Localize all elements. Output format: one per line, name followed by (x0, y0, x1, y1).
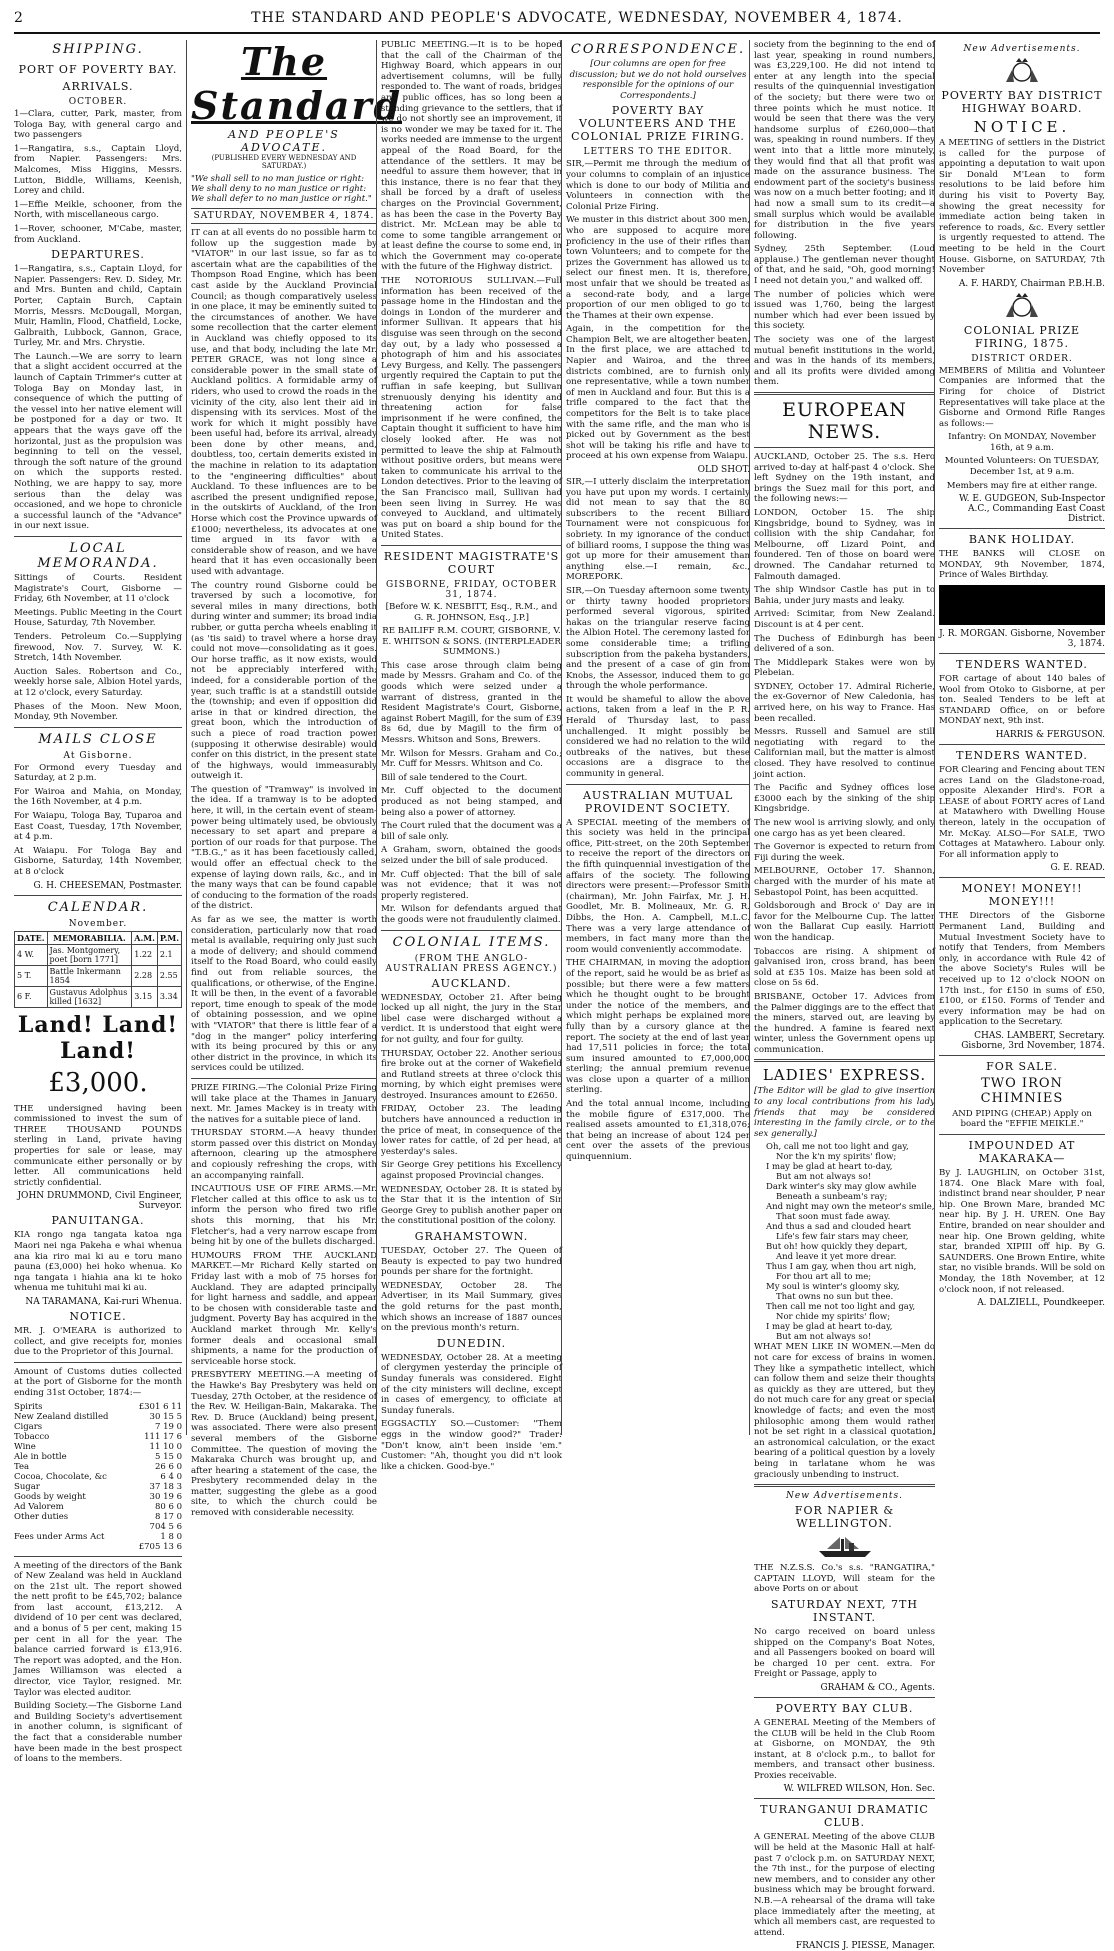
editorial-paragraph: The question of "Tramway" is involved in the idea. If a tramway is to be adopted here, it will, in the certain event of steam-power being ultimately used, be obviously necessary to set apart and prepare a portion of our roads for that purpose. The "T.B.G.," as it has been facetiously called, would offer an effectual check to the expense of laying down rails, &c., and in the many ways that can be found capable of conducing to the formation of the roads of the district. (191, 784, 377, 912)
impound-signature: A. DALZIELL, Poundkeeper. (977, 1298, 1105, 1309)
news-item: The Governor is expected to return from Fiji during the week. (754, 842, 935, 863)
grahamstown-heading: GRAHAMSTOWN. (414, 1230, 529, 1243)
court-paragraph: This case arose through claim being made by Messrs. Graham and Co. of the goods which were seized under a warrant of distress, granted in the Resident Magistrate's Court, Gisborne, against Robert Magill, for the sum of £39 8s 6d, due by Magill to the firm of Messrs. Whitson and Sons, Brewers. (381, 660, 562, 746)
bank-signature: J. R. MORGAN. Gisborne, November 3, 1874. (939, 629, 1105, 650)
port-heading: PORT OF POVERTY BAY. (18, 63, 178, 76)
poem-line: Life's few fair stars may cheer, (776, 1232, 909, 1243)
news-item: AUCKLAND, October 25. The s.s. Hero arrived to-day at half-past 4 o'clock. She left Sydney on the 19th instant, and brings the Suez mail for this port, and the following news:— (754, 452, 935, 505)
amp-paragraph: The society was one of the largest mutual benefit institutions in the world, and was in the hands of its members, and all its profits were divided among them. (754, 335, 935, 388)
departures-heading: DEPARTURES. (51, 248, 145, 262)
table-row: 5 T. Battle Inkermann 1854 2.28 2.55 (15, 965, 182, 986)
tenders-signature: G. E. READ. (1050, 863, 1105, 874)
page-header (14, 4, 1100, 34)
poem-line: That soon must fade away. (776, 1212, 891, 1223)
column-3 (376, 40, 562, 1472)
poem-line: That owns no sun but thee. (776, 1292, 894, 1303)
news-paragraph: INCAUTIOUS USE OF FIRE ARMS.—Mr. Fletcher called at this office to ask us to inform the person who fired two rifle shots this morning, that his Mr. Fletcher's, had a very narrow escape from being hit by one of the bullets discharged. (191, 1184, 377, 1248)
new-advertisements-heading: New Advertisements. (963, 44, 1081, 54)
arrivals-heading: ARRIVALS. (62, 80, 134, 93)
letter-paragraph: We muster in this district about 300 men, who are supposed to acquire more proficiency in the use of their rifles than town Volunteers; and to compete for the prizes the Government has allowed us to select our finest men. It is, therefore, most unfair that we should be treated as a second-rate body, and a large proportion of our men obliged to go to the Thames at their own expense. (566, 215, 750, 321)
prize-signature: W. E. GUDGEON, Sub-Inspector A.C., Commanding East Coast District. (958, 494, 1105, 525)
customs-row: Ad Valorem 80 6 0 (14, 1501, 182, 1512)
news-item: Tobaccos are rising. A shipment of galvanised iron, cross brand, has been sold at £35 10s. Maize has been sold at close on 5s 6d. (754, 946, 935, 989)
court-date: GISBORNE, FRIDAY, OCTOBER 31, 1874. (385, 579, 558, 600)
letter-paragraph: It would be shameful to allow the above actions, taken from a leaf in the P. R. Herald of Thursday last, to pass unchallenged. It might possibly be considered we had no relation to the wild outbreaks of the natives, but these occasions are a disgrace to the community in general. (566, 694, 750, 780)
mails-signature: G. H. CHEESEMAN, Postmaster. (33, 880, 182, 891)
colonial-paragraph: THURSDAY, October 22. Another serious fire broke out at the corner of Wakefield and Rutland streets at three o'clock this morning, by which eight premises were destroyed. Insurances amount to £2650. (381, 1048, 562, 1101)
cal-header: P.M. (157, 931, 181, 944)
masthead-subtitle: AND PEOPLE'S ADVOCATE. (228, 128, 340, 154)
news-item: BRISBANE, October 17. Advices from the Palmer diggings are to the effect that the miners, starved out, are leaving by the hundred. A famine is feared next winter, unless the Government opens up communication. (754, 991, 935, 1055)
court-paragraph: Mr. Cuff objected to the document produced as not being stamped, and being also a power of attorney. (381, 786, 562, 818)
money-signature: CHAS. LAMBERT, Secretary. Gisborne, 3rd November, 1874. (961, 1030, 1105, 1051)
news-item: SYDNEY, October 17. Admiral Richerie, the ex-Governor of New Caledonia, has arrived here, on his way to France. Has been recalled. (754, 681, 935, 724)
customs-row: Wine 11 10 0 (14, 1441, 182, 1452)
news-paragraph: PRESBYTERY MEETING.—A meeting of the Hawke's Bay Presbytery was held on Tuesday, 27th October, at the residence of the Rev. W. Heiligan-Bain, Makaraka. The Rev. D. Bruce (Auckland) being present, was associated. There were also present several members of the Gisborne Committee. The question of moving the Makaraka Church was brought up, and after hearing a statement of the case, the Presbytery recommended delay in the matter, suggesting the glebe as a good site, to which the church could be removed with considerable necessity. (191, 1370, 377, 1519)
table-row: 6 F. Gustavus Adolphus killed [1632] 3.15 3.34 (15, 986, 182, 1007)
arrival-item: 1—Rover, schooner, M'Cabe, master, from Auckland. (14, 223, 182, 245)
poem-line: For thou art all to me; (776, 1272, 872, 1283)
royal-crest-icon (1002, 56, 1042, 86)
dateline: SATURDAY, NOVEMBER 4, 1874. (191, 208, 377, 224)
court-before: [Before W. K. NESBITT, Esq., R.M., and G. R. JOHNSON, Esq., J.P.] (385, 601, 558, 623)
local-memoranda-heading: LOCAL MEMORANDA. (37, 540, 159, 571)
new-advertisements-heading: New Advertisements. (786, 1491, 903, 1502)
tenders-signature: HARRIS & FERGUSON. (995, 730, 1105, 740)
news-item: The ship Windsor Castle has put in to Bahia, under jury masts and leaky. (754, 585, 935, 606)
colonial-paragraph: WEDNESDAY, October 28. The Advertiser, in its Mail Summary, gives the gold returns for the past month, which shows an increase of 1887 ounces on the previous month's return. (381, 1280, 562, 1334)
sale-text: AND PIPING (CHEAP.) Apply on board the "EFFIE MEIKLE." (952, 1108, 1092, 1130)
poem-line: Nor the k'n my spirits' flow; (776, 1152, 897, 1163)
napier-note: No cargo received on board unless shipped on the Company's Boat Notes, and all Passengers booked on board will be charged 10 per cent. extra. For Freight or Passage, apply to (754, 1626, 935, 1680)
newspaper-title: THE STANDARD AND PEOPLE'S ADVOCATE, WEDNESDAY, NOVEMBER 4, 1874. (251, 10, 903, 26)
tenders-heading: TENDERS WANTED. (956, 749, 1088, 762)
customs-row: Cigars 7 19 0 (14, 1421, 182, 1432)
bank-holiday-heading: BANK HOLIDAY. (968, 533, 1076, 547)
amp-paragraph: society from the beginning to the end of last year, speaking in round numbers, was £3,229,100. He did not intend to enter at any length into the special results of the quinquennial investigation of the society; but there were two or three points which he must notice. It would be seen that there was the very handsome surplus of £260,000—that was, speaking in round numbers. If they went into that a little more minutely, they would find that all that profit was made on the assurance business. The endowment part of the society's business was now on a much better footing; and it had now a small sum to its credit—a small surplus which would be available for distribution in the five years following. (754, 40, 935, 241)
letter-signature: OLD SHOT. (697, 465, 750, 475)
poem-line: And leave it yet more drear. (776, 1252, 897, 1263)
cal-header: MEMORABILIA. (47, 931, 132, 944)
column-6 (934, 40, 1105, 1435)
prize-infantry: Infantry: On MONDAY, November 16th, at 9 a.m. (948, 432, 1096, 453)
letter-paragraph: SIR,—On Tuesday afternoon some twenty or thirty tawny hooded proprietors performed several vigorous, spirited hakas on the triangular reserve facing the Albion Hotel. The ceremony lasted for some considerable time; a trifling subscription from the pakeha bystanders, and the present of a case of gin from Knobs, the Assessor, induced them to go through the whole performance. (566, 585, 750, 692)
mails-heading: MAILS CLOSE (38, 731, 158, 747)
mail-item: For Ormond every Tuesday and Saturday, at 2 p.m. (14, 762, 182, 784)
arrival-item: 1—Clara, cutter, Park, master, from Tologa Bay, with general cargo and two passengers (14, 109, 182, 141)
prize-firing-sub: DISTRICT ORDER. (971, 353, 1073, 364)
drama-signature: FRANCIS J. PIESSE, Manager. (795, 1941, 935, 1951)
news-paragraph: PUBLIC MEETING.—It is to be hoped that the call of the Chairman of the Highway Board, which appears in our advertisement columns, will be fully responded to. The want of roads, bridges and public offices, has so long been a standing grievance to the settlers, that if we do not shortly see an improvement, it is no wonder we may be taxed for it. The works needed are immense to the urgent appeal of the Road Board, for the attendance of the settlers. It may be needful to assure them however, that in this instance, there is no fear that they shall be forced by a draft of useless charges on the Provincial Government, as has been the case in the Poverty Bay district. Mr. McLean may be able to come to some tangible arrangement or at least define the course to some end, in which the Government may co-operate with the future of the Highway district. (381, 40, 562, 273)
notice-heading: NOTICE. (973, 118, 1071, 136)
news-item: The Pacific and Sydney offices lose £3000 each by the sinking of the ship Kingsbridge. (754, 783, 935, 815)
court-case: RE BAILIFF R.M. COURT, GISBORNE, V. E. WHITSON & SONS. (INTERPLEADER SUMMONS.) (382, 626, 561, 658)
women-paragraph: WHAT MEN LIKE IN WOMEN.—Men do not care for excess of brains in women. They like a sympathetic intellect, which can follow them and seize their thoughts as quickly as they are uttered, but they do not much care for any great or special knowledge of facts; and even the most philosophic among them would rather not be set right in a classical quotation, an astronomical calculation, or the exact bearing of a political question by a lovely being in tarlatane whom he was graciously unbending to instruct. (754, 1342, 935, 1480)
mail-item: For Wairoa and Mahia, on Monday, the 16th November, at 4 p.m. (14, 786, 182, 808)
local-item: Auction Sales. Robertson and Co., weekly horse sale, Albion Hotel yards, at 12 o'clock, every Saturday. (14, 666, 182, 698)
royal-crest-icon (1002, 291, 1042, 321)
correspondence-heading: CORRESPONDENCE. (570, 42, 746, 57)
prize-text: MEMBERS of Militia and Volunteer Companies are informed that the Firing for choice of District Representatives will take place at the Gisborne and Ormond Rifle Ranges as follows:— (939, 365, 1105, 429)
amp-paragraph: Sydney, 25th September. (Loud applause.) The gentleman never thought of that, and he said, "Oh, good morning! I need not detain you," and walked off. (754, 244, 935, 287)
table-row: 4 W. Jas. Montgomery, poet [born 1771] 1.22 2.1 (15, 944, 182, 965)
amp-paragraph: The number of policies which were issued was 1,760, being the largest number which had ever been issued by this society. (754, 289, 935, 332)
impound-text: By J. LAUGHLIN, on October 31st, 1874. One Black Mare with foal, indistinct brand near shoulder, P near hip. One Brown Mare, branded MC near hip. By J. H. UREN. One Bay Entire, branded on near shoulder and near hip. One Brown gelding, white star, branded XIPIII off hip. By G. SAUNDERS. One Brown Entire, white star, no visible brands. Will be sold on Monday, the 18th November, at 12 o'clock noon, if not released. (939, 1168, 1105, 1295)
letter-paragraph: SIR,—I utterly disclaim the interpretation you have put upon my words. I certainly did not mean to say that the 80 subscribers to the recent Billiard Tournament were not conspicuous for sobriety. In my ignorance of the conduct of billiard rooms, I suppose the thing was got up more for their amusement than anything else.—I remain, &c., MOREPORK. (566, 477, 750, 583)
column-2 (186, 39, 403, 1519)
court-paragraph: Mr. Wilson for Messrs. Graham and Co.; Mr. Cuff for Messrs. Whitson and Co. (381, 748, 562, 770)
editorial-paragraph: IT can at all events do no possible harm to follow up the suggestion made by "VIATOR" in our last issue, so far as to ascertain what are the capabilities of the Thompson Road Engine, which has been cast aside by the Auckland Provincial Council; as though comparatively useless in one place, it may be eminently suited to the circumstances of another. We have some recollection that the carter element in Auckland was chiefly opposed to its use, and that body, including the late Mr. PETER GRACE, was not long since a considerable power in the small state of Auckland politics. A formidable army of riders, who used to crowd the roads in the vicinity of the city, also lent their aid in dispensing with its services. Most of the work for which it might possibly have been useful had, before its arrival, already been done by other means, and, doubtless, too, certain demerits existed in the machine in relation to its adaptation to the "engineering difficulties" about Auckland. To these influences are to be ascribed the present undignified repose, in the outskirts of Auckland, of the Iron Horse which cost the Province upwards of £1000; nevertheless, its advocates at one time argued in its favor with a considerable show of reason, and we have heard that it has even occasionally been used with advantage. (191, 228, 377, 577)
poem-line: But am not always so! (776, 1332, 872, 1343)
page-number: 2 (14, 10, 23, 26)
column-5 (749, 40, 935, 1951)
news-item: The new wool is arriving slowly, and only one cargo has as yet been cleared. (754, 818, 935, 839)
highway-signature: A. F. HARDY, Chairman P.B.H.B. (958, 278, 1105, 289)
motto: "We shall sell to no man justice or right: We shall deny to no man justice or right: We shall defer to no man justice or right." (191, 174, 372, 204)
panutanga-heading: PANUITANGA. (51, 1214, 145, 1228)
notice-heading: NOTICE. (69, 1309, 127, 1323)
poem (754, 1142, 935, 1342)
colonial-paragraph: WEDNESDAY, October 21. After being locked up all night, the jury in the Star libel case were discharged without a verdict. It is understood that eight were for not guilty, and four for guilty. (381, 992, 562, 1045)
poem-line: Then call me not too light and gay, (766, 1302, 916, 1313)
correspondence-note: [Our columns are open for free discussion; but we do not hold ourselves responsible for the opinions of our Correspondents.] (569, 59, 747, 101)
arrival-item: 1—Rangatira, s.s., Captain Lloyd, from Napier. Passengers: Mrs. Malcomes, Miss Higgins, Messrs. Lutton, Biddle, Williams, Keenish, Lorey and child. (14, 143, 182, 197)
customs-row: Spirits £301 6 11 (14, 1401, 182, 1412)
shipping-heading: SHIPPING. (52, 42, 144, 57)
poem-line: But oh! how quickly they depart, (766, 1242, 908, 1253)
court-paragraph: Bill of sale tendered to the Court. (381, 772, 528, 783)
editorial-paragraph: As far as we see, the matter is worth consideration, particularly now that road metal is available, requiring only just such a mode of delivery; and should commend itself to the Road Board, who could easily find out from reliable sources, the qualifications, or otherwise, of the Engine. It will be then, in the event of a favorable report, time enough to speak of the mode of obtaining possession, and we opine with "VIATOR" that there is little fear of a "dog in the manger" policy interfering with its being procured by this or any other district in the province, in which its services could be utilized. (191, 915, 377, 1074)
customs-subtotal: 704 5 6 (149, 1521, 182, 1532)
money-text: THE Directors of the Gisborne Permanent Land, Building and Mutual Investment Society have to notify that Tenders, from Members only, in accordance with Rule 42 of the above Society's Rules will be received up to 12 o'clock NOON on 17th inst., for £150 in sums of £50, £100, or £150. Forms of Tender and every information may be had on application to the Secretary. (939, 911, 1105, 1028)
mail-item: At Waiapu. For Tologa Bay and Gisborne, Saturday, 14th November, at 8 o'clock (14, 845, 182, 878)
column-4 (561, 40, 750, 1435)
european-news-heading: EUROPEAN NEWS. (782, 399, 907, 443)
calendar-table (14, 931, 182, 1008)
volunteers-heading: POVERTY BAY VOLUNTEERS AND THE COLONIAL PRIZE FIRING. (571, 104, 745, 144)
colonial-paragraph: WEDNESDAY, October 28. At a meeting of clergymen yesterday the principle of Sunday funerals was considered. Eight of the city ministers will decline, except in cases of emergency, to officiate at Sunday funerals. (381, 1352, 562, 1416)
news-item: The Duchess of Edinburgh has been delivered of a son. (754, 633, 935, 655)
news-item: MELBOURNE, October 17. Shannon, charged with the murder of his mate at Sebastopol Point, has been acquitted. (754, 866, 935, 898)
customs-row: Goods by weight 30 19 6 (14, 1491, 182, 1502)
panutanga-signature: NA TARAMANA, Kai-ruri Whenua. (25, 1296, 182, 1307)
court-paragraph: A Graham, sworn, obtained the goods seized under the bill of sale produced. (381, 845, 562, 866)
court-heading: RESIDENT MAGISTRATE'S COURT (383, 549, 560, 576)
column-1 (14, 40, 182, 1765)
bank-paragraph: A meeting of the directors of the Bank of New Zealand was held in Auckland on the 21st ult. The report showed the nett profit to be £45,702; balance from last account, £13,212. A dividend of 10 per cent was declared, and a bonus of 5 per cent, making 15 per cent in all for the year. The balance carried forward is £13,916. The report was adopted, and the Hon. James Williamson was elected a director, vice Taylor, resigned. Mr. Taylor was elected auditor. (14, 1560, 182, 1698)
bank-text: THE BANKS will CLOSE on MONDAY, 9th November, 1874, Prince of Wales Birthday. (939, 549, 1105, 581)
napier-text: THE N.Z.S.S. Co.'s s.s. "RANGATIRA," CAPTAIN LLOYD, Will steam for the above Ports on or about (754, 1563, 935, 1595)
impounded-heading: IMPOUNDED AT MAKARAKA— (968, 1139, 1076, 1166)
news-item: LONDON, October 15. The ship Kingsbridge, bound to Sydney, was in collision with the ship Candahar, for Melbourne, off Lizard Point, and foundered. Ten of those on board were drowned. The Candahar returned to Falmouth damaged. (754, 507, 935, 582)
highway-board-heading: POVERTY BAY DISTRICT HIGHWAY BOARD. (941, 89, 1103, 115)
news-paragraph: THURSDAY STORM.—A heavy thunder storm passed over this district on Monday afternoon, clearing up the atmosphere and copiously refreshing the crops, with an accompanying rainfall. (191, 1128, 377, 1181)
arrivals-month: OCTOBER. (68, 97, 128, 107)
poem-line: And night may own the meteor's smile, (766, 1202, 935, 1213)
customs-row: Cocoa, Chocolate, &c 6 4 0 (14, 1471, 182, 1482)
land-heading: Land! Land! Land! (17, 1011, 179, 1064)
money-heading: MONEY! MONEY!! MONEY!!! (961, 882, 1083, 909)
news-item: Arrived: Scimitar, from New Zealand. Discount is at 4 per cent. (754, 609, 935, 630)
news-paragraph: PRIZE FIRING.—The Colonial Prize Firing will take place at the Thames in January next. Mr. James Mackey is in treaty with the natives for a suitable piece of land. (191, 1082, 377, 1125)
land-text: THE undersigned having been commissioned to invest the sum of THREE THOUSAND POUNDS sterling in Land, private having properties for sale or lease, may communicate either personally or by letter. All communications held strictly confidential. (14, 1103, 182, 1188)
customs-row: Tobacco 111 17 6 (14, 1431, 182, 1442)
cal-header: DATE. (15, 931, 48, 944)
colonial-items-heading: COLONIAL ITEMS. (392, 934, 551, 950)
court-paragraph: The Court ruled that the document was a bill of sale only. (381, 821, 562, 842)
poem-line: Nor chide my spirits' flow; (776, 1312, 891, 1323)
news-paragraph: THE NOTORIOUS SULLIVAN.—Full information has been received of the passage home in the Hindostan and the doings in London of the murderer and informer Sullivan. It appears that his disguise was seen through on the second day out, by a lady who possessed a photograph of him and his associates Levy Burgess, and Kelly. The passengers urgently required the Captain to put the ruffian in safe keeping, but Sullivan strenuously denying his identity and threatening action for false imprisonment if he were confined, the Captain thought it sufficient to have him closely looked after. He was not permitted to leave the ship at Falmouth without positive orders, but means were taken to communicate his arrival to the London detectives. Prior to the leaving of the San Francisco mail, Sullivan had been seen living in Surrey. He was conveyed to Auckland, and ultimately was put on board a ship bound for the United States. (381, 276, 562, 541)
departure-item: 1—Rangatira, s.s., Captain Lloyd, for Napier. Passengers: Rev. D. Sidey, Mr. and Mrs. Bunten and child, Captain Porter, Captain Burch, Captain Morris, Messrs. McDougall, Morgan, Muir, Hamlin, Flood, Chatfield, Locke, Galbraith, Lubbock, Gannon, Grace, Turley, Mr. and Mrs. Chrystie. (14, 264, 182, 349)
local-item: Phases of the Moon. New Moon, Monday, 9th November. (14, 701, 182, 723)
building-paragraph: Building Society.—The Gisborne Land and Building Society's advertisement in another column, is significant of the fact that a considerable number have been made in the best prospect of loans to the members. (14, 1701, 182, 1765)
chimnies-heading: TWO IRON CHIMNIES (980, 1075, 1064, 1106)
news-item: Goldsborough and Brock o' Day are in favor for the Melbourne Cup. The latter won the Ballarat Cup easily. Harriott won the handicap. (754, 901, 935, 943)
calendar-month: November. (68, 918, 128, 929)
local-item: Sittings of Courts. Resident Magistrate's Court, Gisborne — Friday, 6th November, at 11 o'clock (14, 572, 182, 605)
cal-header: A.M. (132, 931, 158, 944)
amp-society-heading: AUSTRALIAN MUTUAL PROVIDENT SOCIETY. (582, 788, 734, 815)
prize-firing-heading: COLONIAL PRIZE FIRING, 1875. (963, 323, 1081, 350)
masthead-publication: (PUBLISHED EVERY WEDNESDAY AND SATURDAY.) (211, 154, 357, 170)
notice-text: MR. J. O'MEARA is authorized to collect, and give receipts for, monies due to the Proprietor of this Journal. (14, 1325, 182, 1358)
ladies-note: [The Editor will be glad to give insertion to any local contributions from his lady friends that may be considered interesting in the family circle, or to the sex generally.] (754, 1086, 935, 1139)
poem-line: My soul is winter's gloomy sky, (766, 1282, 900, 1293)
poem-line: I may be glad at heart to-day, (766, 1322, 893, 1333)
amp-paragraph: THE CHAIRMAN, in moving the adoption of the report, said he would be as brief as possible; but there were a few matters which he thought ought to be brought under the notice of the members, and which might perhaps be explained more fully than by a cursory glance at the report. The society at the end of last year had 17,511 policies in force; the total sum insured amounted to £7,000,000 sterling; the annual premium revenue was close upon a quarter of a million sterling. (566, 958, 750, 1096)
poem-line: Thus I am gay, when thou art nigh, (766, 1262, 917, 1273)
news-paragraph: HUMOURS FROM THE AUCKLAND MARKET.—Mr Richard Kelly started on Friday last with a mob of 75 horses for Auckland. They are adapted principally for light harness and saddle, and appear to be chosen with considerable taste and judgment. Poverty Bay has acquired in the Auckland market through Mr. Kelly's former deals and occasional small shipments, a name for the production of serviceable horse stock. (191, 1250, 377, 1367)
customs-row: Ale in bottle 5 15 0 (14, 1451, 182, 1462)
poem-line: But am not always so! (776, 1172, 872, 1183)
editorial-paragraph: The country round Gisborne could be traversed by such a locomotive, for several miles in many directions, both during winter and summer; its broad india rubber, or gutta percha wheels enabling it (as 'tis said) to travel where a horse dray could not move—consolidating as it goes. Our horse traffic, as it now exists, would not be appreciably interfered with; indeed, for a considerable portion of the year, such traffic is at a standstill outside the (township; and even if opposition did arise in that or kindred direction, the great boon, which the introduction of such a piece of road traction power (supposing it otherwise desirable) would confer on this district, in the present state of the highways, would immeasurably outweigh it. (191, 580, 377, 782)
letters-heading: LETTERS TO THE EDITOR. (583, 147, 733, 158)
customs-row: Fees under Arms Act 1 8 0 (14, 1531, 182, 1542)
napier-signature: GRAHAM & CO., Agents. (820, 1682, 935, 1693)
napier-heading: FOR NAPIER & WELLINGTON. (794, 1504, 895, 1531)
letter-paragraph: Again, in the competition for the Champion Belt, we are altogether beaten. In the first place, we are attached to Napier and Wairoa, and the three districts combined, are to furnish only one representative, while a town number of men in Auckland and four. But this is a trifle compared to the fact that the competitors for the Belt is to take place with the same rifle, and the man who is picked out by Government as the best shot will be taking his rifle and have to proceed at his own expense from Waiapu. (566, 324, 750, 462)
club-text: A GENERAL Meeting of the Members of the CLUB will be held in the Club Room at Gisborne, on MONDAY, the 9th instant, at 8 o'clock p.m., to ballot for members, and transact other business. Proxies receivable. (754, 1717, 935, 1781)
dunedin-heading: DUNEDIN. (436, 1336, 507, 1350)
colonial-paragraph: TUESDAY, October 27. The Queen of Beauty is expected to pay two hundred pounds per share for the fortnight. (381, 1246, 562, 1278)
court-paragraph: Mr. Cuff objected: That the bill of sale was not evidence; that it was not properly registered. (381, 869, 562, 901)
prize-note: Members may fire at either range. (946, 480, 1098, 491)
calendar-heading: CALENDAR. (47, 899, 149, 915)
amp-paragraph: A SPECIAL meeting of the members of this society was held in the principal office, Pitt-street, on the 20th September to receive the report of the directors on the fifth quinquennial investigation of the affairs of the society. The following directors were present:—Professor Smith (chairman), Mr. John Fairfax, Mr. J. H. Goodlet, Mr. B. Molineaux, Mr. G. R. Dibbs, the Hon. A. Campbell, M.L.C. There was a very large attendance of members, in fact many more than the room would conveniently accommodate. (566, 817, 750, 955)
mails-sub: At Gisborne. (63, 750, 133, 761)
mail-item: For Waiapu, Tologa Bay, Tuparoa and East Coast, Tuesday, 17th November, at 4 p.m. (14, 811, 182, 843)
colonial-paragraph: Sir George Grey petitions his Excellency against proposed Provincial changes. (381, 1160, 562, 1182)
highway-text: A MEETING of settlers in the District is called for the purpose of appointing a deputation to wait upon Sir Donald M'Lean to form resolutions to be laid before him during his visit to Poverty Bay, showing the great necessity for immediate action being taken in reference to roads, &c. Every settler is urgently requested to attend. The meeting to be held in the Court House. Gisborne, on SATURDAY, 7th November (939, 138, 1105, 276)
news-item: The Middlepark Stakes were won by Plebeian. (754, 657, 935, 679)
local-item: Tenders. Petroleum Co.—Supplying firewood, Nov. 7. Survey, W. K. Stretch, 14th November. (14, 631, 182, 664)
land-amount: £3,000. (48, 1067, 148, 1098)
tenders-heading: TENDERS WANTED. (956, 658, 1088, 672)
customs-row: New Zealand distilled 30 15 5 (14, 1411, 182, 1422)
court-paragraph: Mr. Wilson for defendants argued that the goods were not fraudulently claimed. (381, 904, 562, 925)
ladies-express-heading: LADIES' EXPRESS. (762, 1066, 927, 1085)
club-heading: POVERTY BAY CLUB. (775, 1701, 914, 1715)
launch-paragraph: The Launch.—We are sorry to learn that a slight accident occurred at the launch of Captain Trimmer's cutter at Tologa Bay on Monday last, in consequence of which the putting of the vessel into her native element will be postponed for a day or two. It appears that the ways gave off the horizontal, just as the propulsion was beginning to tell on the vessel, through the soft nature of the ground on which the supports rested. Nothing, we are happy to say, more serious than the delay was occasioned, and we hope to chronicle a successful launch of the "Advance" in our next issue. (14, 351, 182, 532)
poem-line: Dark winter's sky may glow awhile (766, 1182, 917, 1193)
amp-paragraph: And the total annual income, including the mobile figure of £317,000. The realised assets amounted to £1,318,076; that being an increase of about 124 per cent over the assets of the previous quinquennium. (566, 1099, 750, 1163)
tenders-text: FOR cartage of about 140 bales of Wool from Otoko to Gisborne, at per ton. Sealed Tenders to be left at STANDARD Office, on or before MONDAY next, 9th inst. (939, 674, 1105, 727)
masthead: The Standard (191, 39, 403, 128)
letter-paragraph: SIR,—Permit me through the medium of your columns to complain of an injustice which is done to our body of Militia and Volunteers in connection with the Colonial Prize Firing. (566, 159, 750, 212)
ship-icon (754, 1533, 935, 1559)
poem-line: Beneath a sunbeam's ray; (776, 1192, 888, 1203)
poem-line: I may be glad at heart to-day, (766, 1162, 893, 1173)
colonial-paragraph: WEDNESDAY, October 28. It is stated by the Star that it is the intention of Sir George Grey to publish another paper on the constitutional position of the colony. (381, 1184, 562, 1227)
poem-line: Oh, call me not too light and gay, (766, 1142, 909, 1153)
customs-row: Tea 26 6 0 (14, 1461, 182, 1472)
dramatic-club-heading: TURANGANUI DRAMATIC CLUB. (760, 1803, 929, 1830)
panutanga-text: KIA rongo nga tangata katoa nga Maori nei nga Pakeha e whai whenua ana kia riro mai ki au e toru mano pauna (£3,000) hei hoko whenua. Ko nga tangata i hiahia ana ki te hoko whenua me tuhituhi mai ki au. (14, 1230, 182, 1294)
poem-line: And thus a sad and clouded heart (766, 1222, 911, 1233)
land-signature: JOHN DRUMMOND, Civil Engineer, Surveyor. (17, 1191, 182, 1212)
customs-row: Other duties 8 17 0 (14, 1511, 182, 1522)
colonial-source: (FROM THE ANGLO-AUSTRALIAN PRESS AGENCY.) (385, 953, 558, 974)
colonial-paragraph: FRIDAY, October 23. The leading butchers have announced a reduction in the price of meat, in consequence of the lower rates for cattle, of 2d per head, at yesterday's sales. (381, 1104, 562, 1157)
club-signature: W. WILFRED WILSON, Hon. Sec. (783, 1784, 935, 1795)
joke-paragraph: EGGSACTLY SO.—Customer: "Them eggs in the window good?" Trader: "Don't know, ain't been inside 'em." Customer: "Ah, thought you did n't look like a chicken. Good-bye." (381, 1419, 562, 1472)
customs-total: £705 13 6 (138, 1541, 182, 1552)
customs-row: Sugar 37 18 3 (14, 1481, 182, 1492)
local-item: Meetings. Public Meeting in the Court House, Saturday, 7th November. (14, 607, 182, 629)
news-item: Messrs. Russell and Samuel are still negotiating with regard to the Californian mail, but the matter is almost closed. They have resolved to continue joint action. (754, 727, 935, 780)
prize-mounted: Mounted Volunteers: On TUESDAY, December 1st, at 9 a.m. (944, 456, 1100, 478)
for-sale-heading: FOR SALE. (986, 1059, 1058, 1073)
redacted-block (939, 585, 1105, 625)
napier-date: SATURDAY NEXT, 7TH INSTANT. (771, 1597, 918, 1624)
tenders-text: FOR Clearing and Fencing about TEN acres Land on the Gladstone-road, opposite Alexander Hird's. FOR a LEASE of about FORTY acres of Land at Matawhero with Dwelling House thereon, lately in the occupation of Mr. McKay. ALSO—For SALE, TWO Cottages at Matawhero. Labour only. For all information apply to (939, 765, 1105, 860)
drama-text: A GENERAL Meeting of the above CLUB will be held at the Masonic Hall at half-past 7 o'clock p.m. on SATURDAY NEXT, the 7th inst., for the purpose of electing new members, and to consider any other business which may be brought forward. N.B.—A rehearsal of the drama will take place immediately after the meeting, at which all members cast, are requested to attend. (754, 1832, 935, 1938)
arrival-item: 1—Effie Meikle, schooner, from the North, with miscellaneous cargo. (14, 199, 182, 221)
customs-intro: Amount of Customs duties collected at the port of Gisborne for the month ending 31st October, 1874:— (14, 1366, 182, 1398)
auckland-heading: AUCKLAND. (431, 976, 512, 990)
